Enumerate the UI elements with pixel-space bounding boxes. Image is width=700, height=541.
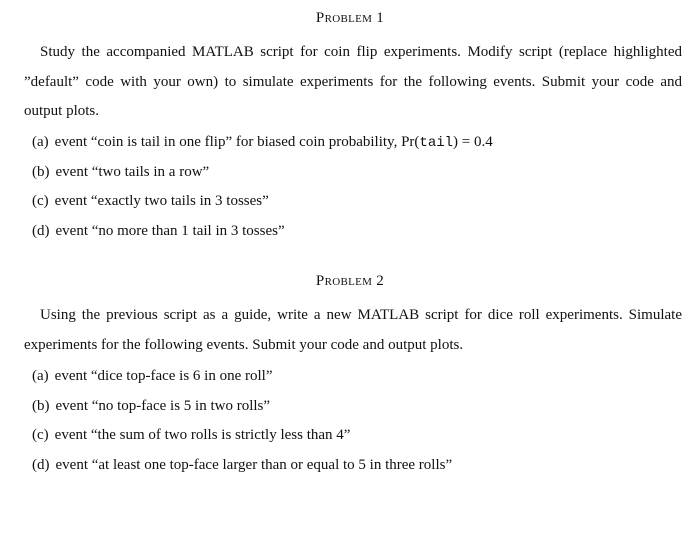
item-label: (a) <box>32 368 49 384</box>
problem-1-paragraph: Study the accompanied MATLAB script for coin flip experiments. Modify script (replace highlighted ”default” code with your own) to simulate experiments for the following events. Submit your code and output plots. <box>24 44 682 119</box>
code-tail: tail <box>419 135 454 151</box>
item-text: event “dice top-face is 6 in one roll” <box>54 368 273 384</box>
item-label: (c) <box>32 427 49 443</box>
problem-2-item-c <box>32 421 452 451</box>
item-text: event “the sum of two rolls is strictly less than 4” <box>54 427 351 443</box>
problem-2-items <box>32 362 452 480</box>
item-text: event “no top-face is 5 in two rolls” <box>55 397 271 414</box>
problem-2-item-d <box>32 451 452 481</box>
problem-1-item-d <box>32 217 493 247</box>
problem-2-paragraph: Using the previous script as a guide, write a new MATLAB script for dice roll experiments. Simulate experiments for the following events. Submit your code and output plots. <box>24 307 682 353</box>
item-text: event “two tails in a row” <box>55 163 210 180</box>
item-label: (d) <box>32 222 50 239</box>
item-text-after: ) = 0.4 <box>453 134 493 150</box>
item-label: (d) <box>32 456 50 473</box>
problem-1-title: Problem 1 <box>315 10 385 26</box>
problem-1-item-b <box>32 158 493 188</box>
problem-1-item-a <box>32 128 493 158</box>
problem-2-title: Problem 2 <box>315 273 385 289</box>
problem-2-item-b <box>32 392 452 422</box>
item-label: (b) <box>32 397 50 414</box>
item-label: (a) <box>32 134 49 150</box>
item-text-before: event “coin is tail in one flip” for biased coin probability, Pr( <box>54 134 420 150</box>
item-text: event “at least one top-face larger than or equal to 5 in three rolls” <box>55 456 453 473</box>
item-text: event “no more than 1 tail in 3 tosses” <box>55 222 285 239</box>
problem-1-item-c <box>32 187 493 217</box>
problem-1-items <box>32 128 493 246</box>
item-label: (c) <box>32 193 49 209</box>
problem-2-item-a <box>32 362 452 392</box>
item-label: (b) <box>32 163 50 180</box>
item-text: event “exactly two tails in 3 tosses” <box>54 193 269 209</box>
